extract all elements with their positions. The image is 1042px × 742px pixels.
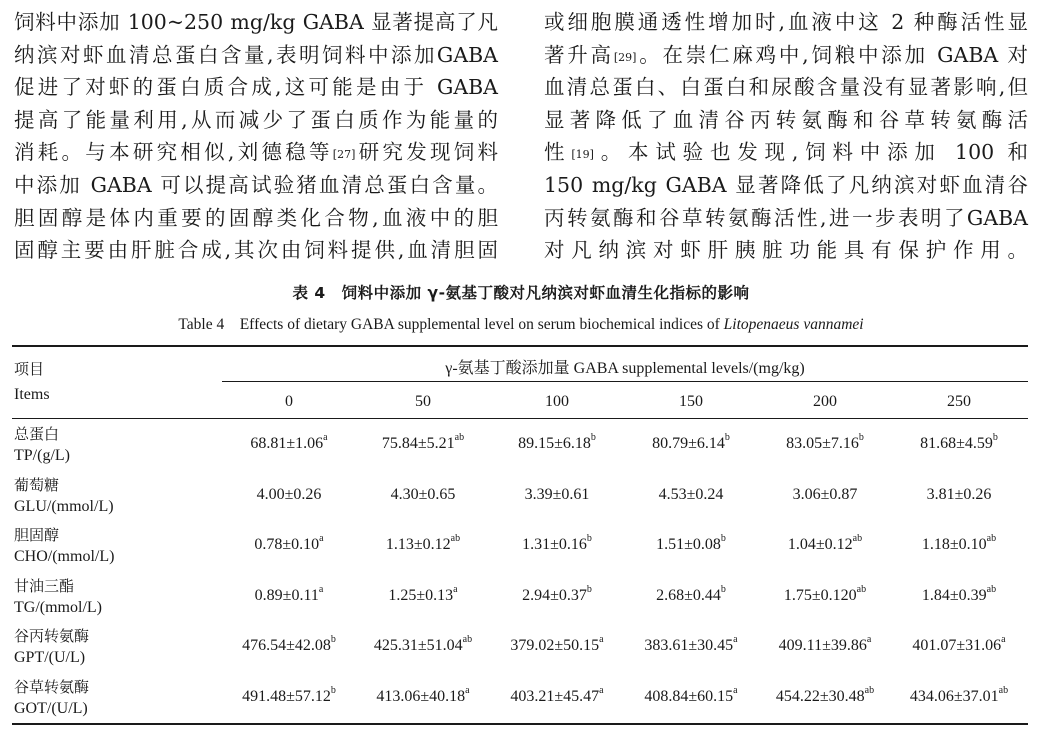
table-cell	[892, 634, 1026, 655]
level-header: 150	[679, 393, 703, 410]
body-text-line: 中添加 GABA 可以提高试验猪血清总蛋白含量。	[14, 172, 498, 197]
table-cell	[892, 432, 1026, 453]
table-header-rule	[12, 418, 1028, 419]
significance-letter: a	[599, 684, 604, 696]
table-cell	[490, 486, 624, 504]
species-name: Litopenaeus vannamei	[723, 316, 864, 333]
significance-letter: b	[330, 634, 336, 645]
cell-value: 80.79±6.14	[652, 435, 725, 452]
citation-ref: [19]	[571, 148, 594, 162]
significance-letter: ab	[998, 684, 1009, 696]
cell-value: 83.05±7.16	[786, 435, 859, 452]
table-top-rule	[12, 345, 1028, 347]
citation-ref: [27]	[332, 148, 356, 162]
level-header: 0	[285, 393, 293, 410]
cell-value: 81.68±4.59	[920, 435, 993, 452]
significance-letter: b	[992, 432, 998, 443]
table-cell	[356, 486, 490, 504]
significance-letter: ab	[986, 583, 997, 595]
table-cell	[758, 634, 892, 655]
citation-ref: [29]	[613, 50, 637, 64]
table-cell	[624, 583, 758, 605]
significance-letter: ab	[462, 634, 473, 645]
body-text-line: 消耗。与本研究相似,刘德稳等[27]研究发现饲料	[14, 140, 499, 165]
table-cell	[758, 684, 892, 706]
cell-value: 2.68±0.44	[656, 586, 721, 604]
table-cell	[222, 634, 356, 655]
row-label-en: TG/(mmol/L)	[14, 598, 102, 616]
cell-value: 476.54±42.08	[242, 637, 331, 654]
cell-value: 0.78±0.10	[254, 536, 320, 553]
table-cell	[222, 432, 356, 453]
significance-letter: b	[586, 583, 592, 595]
table-cell	[490, 583, 624, 605]
table-cell	[624, 486, 758, 504]
significance-letter: b	[720, 533, 726, 544]
items-header-cn: 项目	[14, 360, 45, 378]
table-cell	[624, 432, 758, 453]
cell-value: 383.61±30.45	[644, 637, 734, 654]
significance-letter: a	[599, 634, 604, 645]
cell-value: 68.81±1.06	[250, 435, 324, 452]
body-text-line: 或细胞膜通透性增加时,血液中这 2 种酶活性显	[544, 10, 1028, 34]
body-text-line: 促进了对虾的蛋白质合成,这可能是由于 GABA	[14, 75, 498, 100]
cell-value: 408.84±60.15	[644, 687, 734, 705]
body-text-line: 丙转氨酶和谷草转氨酶活性,进一步表明了GABA	[544, 205, 1028, 230]
row-label-en: GOT/(U/L)	[14, 699, 88, 717]
significance-letter: ab	[450, 533, 461, 544]
table-cell	[758, 432, 892, 453]
table-cell	[490, 634, 624, 655]
table-cell	[490, 533, 624, 554]
table-cell	[356, 533, 490, 554]
body-text-line: 饲料中添加 100~250 mg/kg GABA 显著提高了凡	[14, 10, 498, 34]
table-cell	[490, 432, 624, 453]
cell-value: 1.84±0.39	[921, 586, 987, 604]
table-cell	[758, 583, 892, 605]
cell-value: 434.06±37.01	[909, 687, 999, 705]
table-cell	[222, 486, 356, 504]
table-cell	[222, 583, 356, 605]
table-cell	[356, 583, 490, 605]
body-text-line: 150 mg/kg GABA 显著降低了凡纳滨对虾血清谷	[544, 172, 1028, 197]
cell-value: 1.75±0.120	[783, 586, 857, 604]
cell-value: 89.15±6.18	[518, 435, 591, 452]
significance-letter: a	[1001, 634, 1006, 645]
body-text-line: 血清总蛋白、白蛋白和尿酸含量没有显著影响,但	[544, 75, 1028, 100]
table-cell	[892, 684, 1026, 706]
cell-value: 403.21±45.47	[510, 687, 600, 705]
significance-letter: a	[465, 684, 470, 696]
table-cell	[892, 533, 1026, 554]
significance-letter: a	[733, 684, 738, 696]
significance-letter: a	[733, 634, 738, 645]
level-header: 50	[415, 393, 431, 410]
body-text-line: 著升高[29]。在崇仁麻鸡中,饲粮中添加 GABA 对	[544, 42, 1028, 67]
row-label-en: GLU/(mmol/L)	[14, 497, 114, 515]
cell-value: 425.31±51.04	[373, 637, 463, 654]
cell-value: 4.30±0.65	[390, 485, 456, 503]
table-cell	[758, 486, 892, 504]
table-title-chinese: 表 4 饲料中添加 γ-氨基丁酸对凡纳滨对虾血清生化指标的影响	[292, 284, 750, 302]
table-cell	[356, 684, 490, 706]
levels-group-header: γ-氨基丁酸添加量 GABA supplemental levels/(mg/kg)	[445, 360, 805, 377]
significance-letter: b	[720, 583, 726, 595]
significance-letter: b	[586, 533, 592, 544]
items-header-en: Items	[14, 386, 50, 403]
significance-letter: a	[323, 432, 328, 443]
cell-value: 0.89±0.11	[254, 586, 319, 604]
cell-value: 379.02±50.15	[510, 637, 600, 654]
row-label-cn: 总蛋白	[14, 425, 60, 443]
significance-letter: a	[319, 533, 324, 544]
significance-letter: ab	[852, 533, 863, 544]
body-text-line: 胆固醇是体内重要的固醇类化合物,血液中的胆	[14, 205, 498, 230]
cell-value: 4.53±0.24	[658, 485, 724, 503]
table-title-english	[0, 312, 1042, 334]
row-label-cn: 胆固醇	[14, 526, 60, 544]
body-text-left-column	[14, 6, 498, 267]
level-header: 100	[545, 393, 569, 410]
cell-value: 3.81±0.26	[926, 485, 992, 503]
table-cell	[892, 583, 1026, 605]
table-cell	[758, 533, 892, 554]
table-cell	[222, 684, 356, 706]
table-cell	[624, 533, 758, 554]
table-cell	[624, 684, 758, 706]
cell-value: 454.22±30.48	[775, 687, 865, 705]
significance-letter: ab	[856, 583, 867, 595]
cell-value: 3.06±0.87	[792, 485, 858, 503]
cell-value: 491.48±57.12	[242, 687, 331, 705]
body-text-line: 提高了能量利用,从而减少了蛋白质作为能量的	[14, 107, 498, 132]
significance-letter: a	[318, 583, 324, 595]
level-header: 200	[813, 393, 837, 410]
table-header-sub-rule	[222, 381, 1028, 382]
cell-value: 1.51±0.08	[656, 536, 721, 553]
cell-value: 3.39±0.61	[524, 485, 590, 503]
cell-value: 75.84±5.21	[381, 435, 455, 452]
significance-letter: b	[590, 432, 596, 443]
cell-value: 2.94±0.37	[522, 586, 587, 604]
body-text-line: 性[19]。本试验也发现,饲料中添加 100 和	[544, 140, 1028, 165]
cell-value: 1.04±0.12	[787, 536, 853, 553]
level-header: 250	[947, 393, 971, 410]
table-cell	[222, 533, 356, 554]
cell-value: 401.07±31.06	[912, 637, 1002, 654]
row-label-en: GPT/(U/L)	[14, 649, 86, 666]
cell-value: 1.31±0.16	[522, 536, 587, 553]
body-text-line: 固醇主要由肝脏合成,其次由饲料提供,血清胆固	[14, 238, 498, 263]
significance-letter: b	[330, 684, 336, 696]
body-text-line: 对凡纳滨对虾肝胰脏功能具有保护作用。	[544, 238, 1028, 263]
significance-letter: ab	[986, 533, 997, 544]
table-cell	[624, 634, 758, 655]
row-label-cn: 甘油三酯	[14, 576, 75, 595]
row-label-cn: 谷丙转氨酶	[14, 627, 90, 645]
table-cell	[490, 684, 624, 706]
body-text-right-column	[544, 6, 1028, 267]
cell-value: 4.00±0.26	[256, 485, 322, 503]
row-label-cn: 谷草转氨酶	[14, 677, 90, 696]
table-title-english-text: Table 4 Effects of dietary GABA supplemental level on serum biochemical indices of	[178, 316, 724, 333]
cell-value: 1.13±0.12	[385, 536, 451, 553]
cell-value: 1.18±0.10	[921, 536, 987, 553]
significance-letter: a	[866, 634, 872, 645]
cell-value: 413.06±40.18	[376, 687, 466, 705]
cell-value: 1.25±0.13	[388, 586, 454, 604]
significance-letter: b	[858, 432, 864, 443]
table-cell	[356, 634, 490, 655]
row-label-en: TP/(g/L)	[14, 447, 70, 464]
significance-letter: ab	[864, 684, 875, 696]
table-bottom-rule	[12, 723, 1028, 725]
significance-letter: a	[453, 583, 458, 595]
significance-letter: b	[724, 432, 730, 443]
row-label-en: CHO/(mmol/L)	[14, 548, 115, 565]
table-cell	[356, 432, 490, 453]
significance-letter: ab	[454, 432, 465, 443]
cell-value: 409.11±39.86	[778, 637, 867, 654]
body-text-line: 纳滨对虾血清总蛋白含量,表明饲料中添加GABA	[14, 42, 498, 67]
table-cell	[892, 486, 1026, 504]
row-label-cn: 葡萄糖	[14, 475, 60, 494]
body-text-line: 显著降低了血清谷丙转氨酶和谷草转氨酶活	[544, 107, 1028, 132]
